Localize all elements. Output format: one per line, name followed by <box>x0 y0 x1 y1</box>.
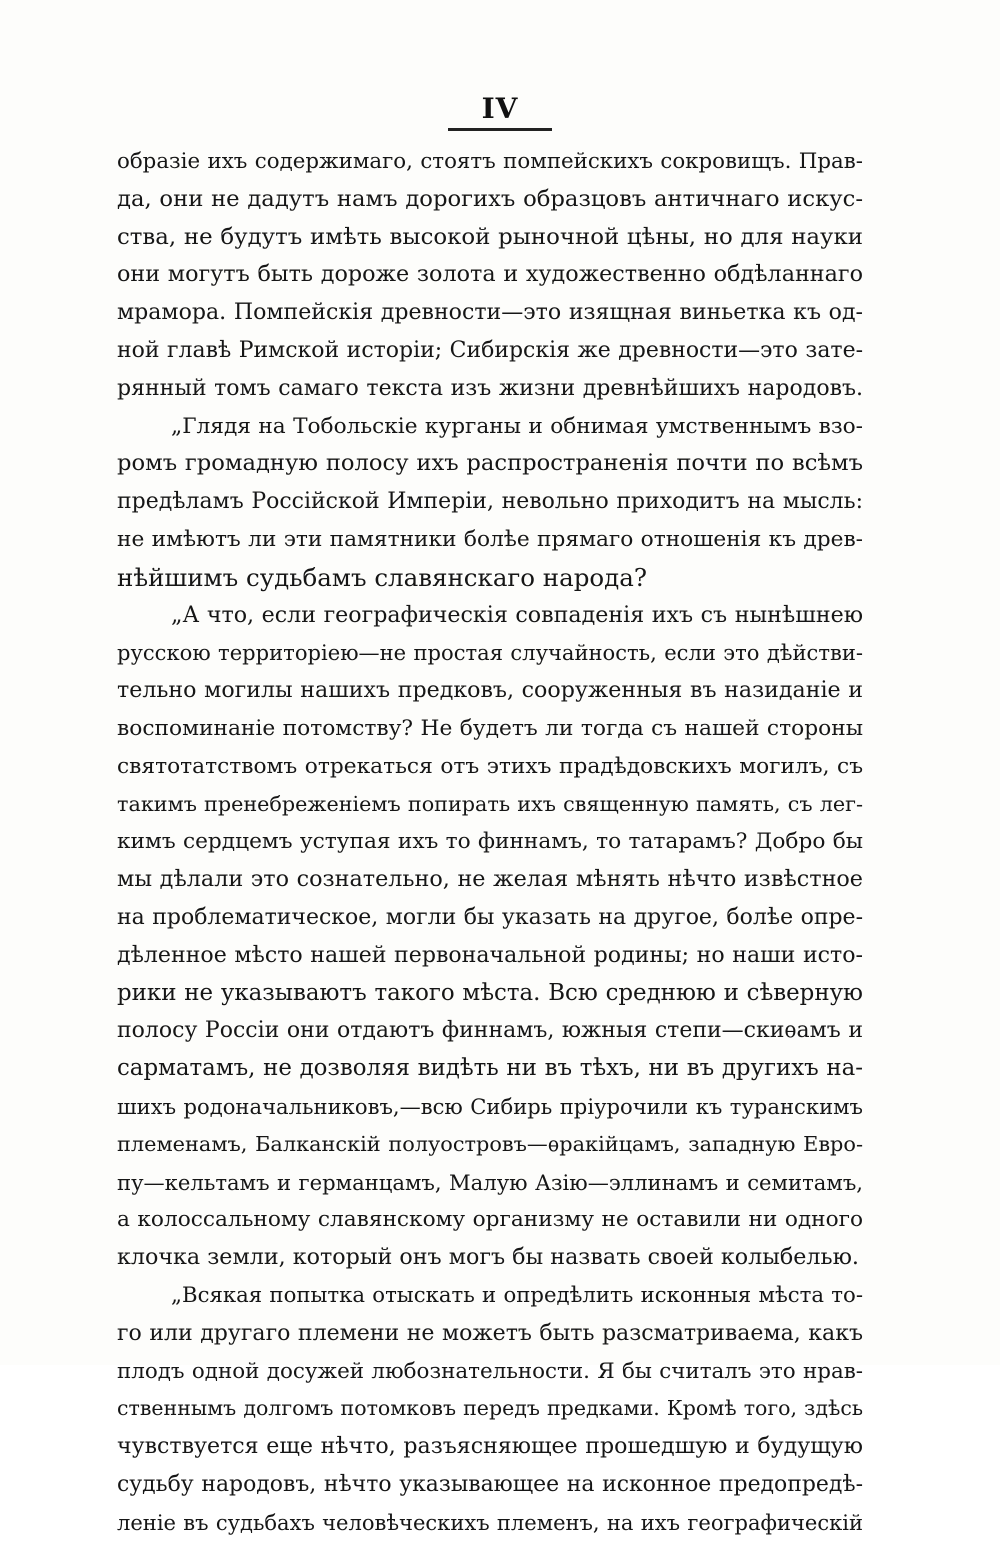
text-line: ственнымъ долгомъ потомковъ передъ предками. Кромѣ того, здѣсь <box>117 1396 863 1421</box>
text-line: шихъ родоначальниковъ,—всю Сибирь пріурочили къ туранскимъ <box>117 1093 863 1119</box>
text-line: „А что, если географическія совпаденія ихъ съ нынѣшнею <box>171 601 863 628</box>
body-text <box>117 143 863 1541</box>
text-line: леніе въ судьбахъ человѣческихъ племенъ, на ихъ географическій <box>117 1509 863 1535</box>
paragraph <box>117 143 863 408</box>
text-line: не имѣютъ ли эти памятники болѣе прямаго отношенія къ древ- <box>117 526 863 552</box>
text-line: ной главѣ Римской исторіи; Сибирскія же древности—это зате- <box>117 337 863 363</box>
text-line: мы дѣлали это сознательно, не желая мѣнять нѣчто извѣстное <box>117 866 863 893</box>
text-line: ромъ громадную полосу ихъ распространенія почти по всѣмъ <box>117 450 863 477</box>
paragraph <box>117 408 863 597</box>
text-line: такимъ пренебреженіемъ попирать ихъ священную память, съ лег- <box>117 791 863 816</box>
text-line: на проблематическое, могли бы указать на другое, болѣе опре- <box>117 904 863 930</box>
text-line: сарматамъ, не дозволяя видѣть ни въ тѣхъ, ни въ другихъ на- <box>117 1055 863 1082</box>
text-line: кимъ сердцемъ уступая ихъ то финнамъ, то татарамъ? Добро бы <box>117 829 863 855</box>
header-rule <box>448 128 552 131</box>
text-line: пу—кельтамъ и германцамъ, Малую Азію—эллинамъ и семитамъ, <box>117 1169 863 1195</box>
text-line: предѣламъ Россійской Имперіи, невольно приходитъ на мысль: <box>117 489 863 515</box>
text-line: го или другаго племени не можетъ быть разсматриваема, какъ <box>117 1320 863 1346</box>
text-line: нѣйшимъ судьбамъ славянскаго народа? <box>117 562 648 592</box>
text-line: „Глядя на Тобольскіе курганы и обнимая умственнымъ взо- <box>171 413 863 439</box>
text-line: дѣленное мѣсто нашей первоначальной родины; но наши исто- <box>117 942 863 968</box>
text-line: плодъ одной досужей любознательности. Я бы считалъ это нрав- <box>117 1358 863 1384</box>
page-number: IV <box>481 92 519 125</box>
text-line: клочка земли, который онъ могъ бы назвать своей колыбелью. <box>117 1244 859 1271</box>
text-line: рянный томъ самаго текста изъ жизни древнѣйшихъ народовъ. <box>117 375 863 401</box>
text-line: святотатствомъ отрекаться отъ этихъ прадѣдовскихъ могилъ, съ <box>117 753 863 779</box>
text-line: чувствуется еще нѣчто, разъясняющее прошедшую и будущую <box>117 1434 863 1460</box>
text-line: они могутъ быть дороже золота и художественно обдѣланнаго <box>117 261 863 288</box>
text-line: „Всякая попытка отыскать и опредѣлить исконныя мѣста то- <box>171 1282 863 1308</box>
text-line: тельно могилы нашихъ предковъ, сооруженныя въ назиданіе и <box>117 677 863 704</box>
text-line: воспоминаніе потомству? Не будетъ ли тогда съ нашей стороны <box>117 715 863 741</box>
text-line: ства, не будутъ имѣть высокой рыночной цѣны, но для науки <box>117 223 863 250</box>
text-line: да, они не дадутъ намъ дорогихъ образцовъ античнаго искус- <box>117 185 863 212</box>
text-line: образіе ихъ содержимаго, стоятъ помпейскихъ сокровищъ. Прав- <box>117 149 863 174</box>
text-line: русскою территоріею—не простая случайность, если это дѣйстви- <box>117 640 863 666</box>
text-line: племенамъ, Балканскій полуостровъ—ѳракійцамъ, западную Евро- <box>117 1131 863 1156</box>
text-line: рики не указываютъ такого мѣста. Всю среднюю и сѣверную <box>117 979 863 1006</box>
text-line: мрамора. Помпейскія древности—это изящная виньетка къ од- <box>117 300 863 326</box>
text-line: судьбу народовъ, нѣчто указывающее на исконное предопредѣ- <box>117 1471 863 1497</box>
paragraph <box>117 597 863 1277</box>
text-line: полосу Россіи они отдаютъ финнамъ, южныя степи—скиѳамъ и <box>117 1018 863 1044</box>
text-line: а колоссальному славянскому организму не оставили ни одного <box>117 1207 863 1233</box>
paragraph <box>117 1277 863 1541</box>
